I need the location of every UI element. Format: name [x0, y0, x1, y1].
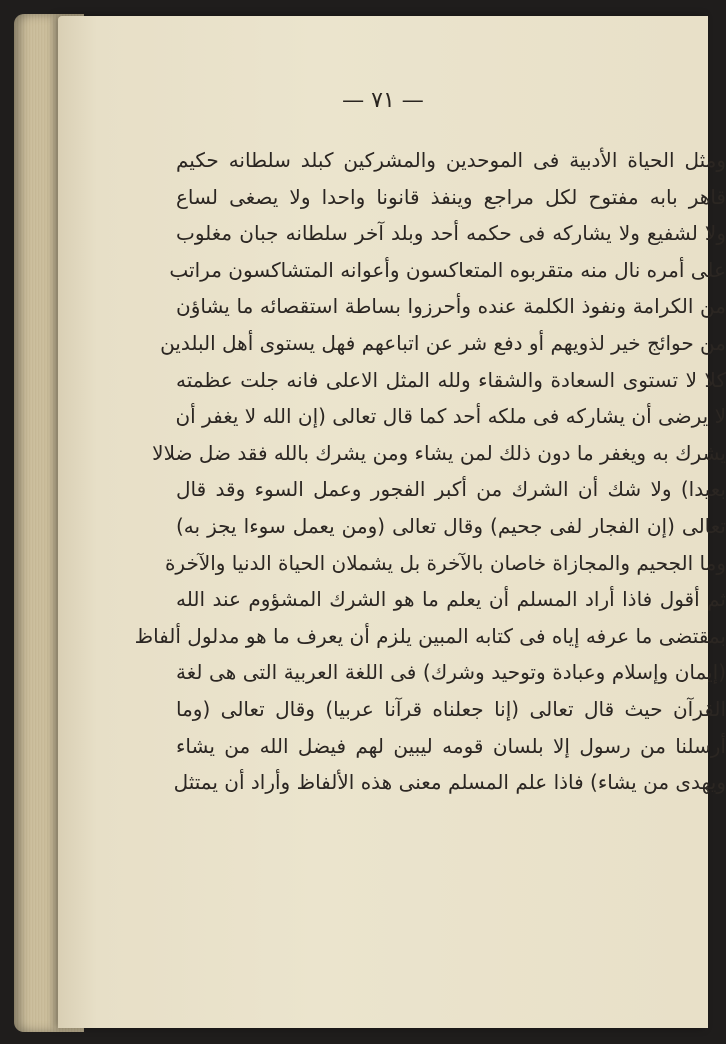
text-line: لا يرضى أن يشاركه فى ملكه أحد كما قال تعالى (إن الله لا يغفر أن: [175, 404, 726, 429]
text-line: القرآن حيث قال تعالى (إنا جعلناه قرآنا عربيا) وقال تعالى (وما: [176, 696, 726, 721]
text-line: بعيدا) ولا شك أن الشرك من أكبر الفجور وعمل السوء وقد قال: [176, 477, 726, 502]
page-number: — ٧١ —: [342, 88, 424, 113]
text-line: ثم أقول فاذا أراد المسلم أن يعلم ما هو الشرك المشؤوم عند الله: [176, 587, 726, 612]
text-line: ويهدى من يشاء) فاذا علم المسلم معنى هذه الألفاظ وأراد أن يمتثل: [173, 770, 726, 795]
text-line: على أمره نال منه متقربوه المتعاكسون وأعوانه المتشاكسون مراتب: [169, 257, 726, 282]
text-line: بمقتضى ما عرفه إياه فى كتابه المبين يلزم أن يعرف ما هو مدلول ألفاظ: [134, 623, 726, 648]
text-line: كلا لا تستوى السعادة والشقاء ولله المثل الاعلى فانه جلت عظمته: [176, 367, 726, 392]
book-page: [58, 16, 726, 1028]
text-line: قاهر بابه مفتوح لكل مراجع وينفذ قانونا واحدا ولا يصغى لساع: [176, 184, 726, 209]
text-line: ولا لشفيع ولا يشاركه فى حكمه أحد وبلد آخر سلطانه جبان مغلوب: [176, 221, 726, 246]
text-line: يشرك به ويغفر ما دون ذلك لمن يشاء ومن يشرك بالله فقد ضل ضلالا: [152, 440, 726, 465]
body-text: [134, 142, 726, 801]
text-line: أرسلنا من رسول إلا بلسان قومه ليبين لهم فيضل الله من يشاء: [176, 733, 726, 758]
text-line: من حوائج خير لذويهم أو دفع شر عن اتباعهم فهل يستوى أهل البلدين: [160, 330, 726, 355]
text-line: ومثل الحياة الأدبية فى الموحدين والمشركين كبلد سلطانه حكيم: [176, 148, 726, 172]
text-line: (إيمان وإسلام وعبادة وتوحيد وشرك) فى اللغة العربية التى هى لغة: [176, 660, 726, 685]
text-line: تعالى (إن الفجار لفى جحيم) وقال تعالى (ومن يعمل سوءا يجز به): [176, 513, 726, 538]
text-line: من الكرامة ونفوذ الكلمة عنده وأحرزوا بساطة استقصائه ما يشاؤن: [176, 294, 726, 319]
text-line: وما الجحيم والمجازاة خاصان بالآخرة بل يشملان الحياة الدنيا والآخرة: [164, 550, 726, 575]
